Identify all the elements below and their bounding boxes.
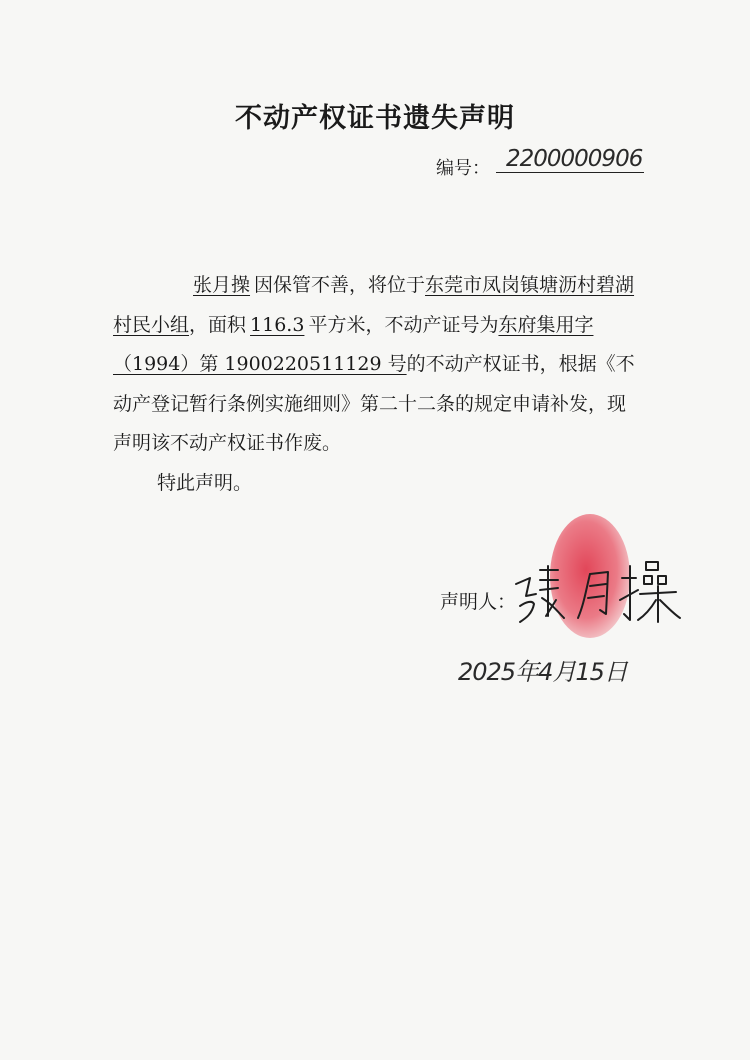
closing-statement: 特此声明。 xyxy=(157,472,253,494)
declaration-body xyxy=(113,266,639,464)
number-value: 2200000906 xyxy=(496,146,644,173)
handwritten-signature xyxy=(512,556,682,626)
declarant-label: 声明人： xyxy=(440,591,517,613)
certificate-number: 东府集用字（1994）第 1900220511129 号 xyxy=(113,313,594,375)
signing-date: 2025年4月15日 xyxy=(458,658,627,686)
body-text-4: 的不动产权证书，根据《不动产登记暂行条例实施细则》第二十二条的规定申请补发，现声明该不动产权证书作废。 xyxy=(113,353,635,454)
body-text-2: ，面积 xyxy=(189,313,247,336)
property-area: 116.3 xyxy=(250,313,305,336)
owner-name: 张月操 xyxy=(193,274,251,296)
property-location: 东莞市凤岗镇塘沥村碧湖村民小组 xyxy=(113,274,635,336)
number-label: 编号： xyxy=(436,158,490,179)
document-title: 不动产权证书遗失声明 xyxy=(235,103,515,134)
body-text-3: 平方米，不动产证号为 xyxy=(308,313,499,336)
body-text-1: 因保管不善，将位于 xyxy=(254,274,426,296)
